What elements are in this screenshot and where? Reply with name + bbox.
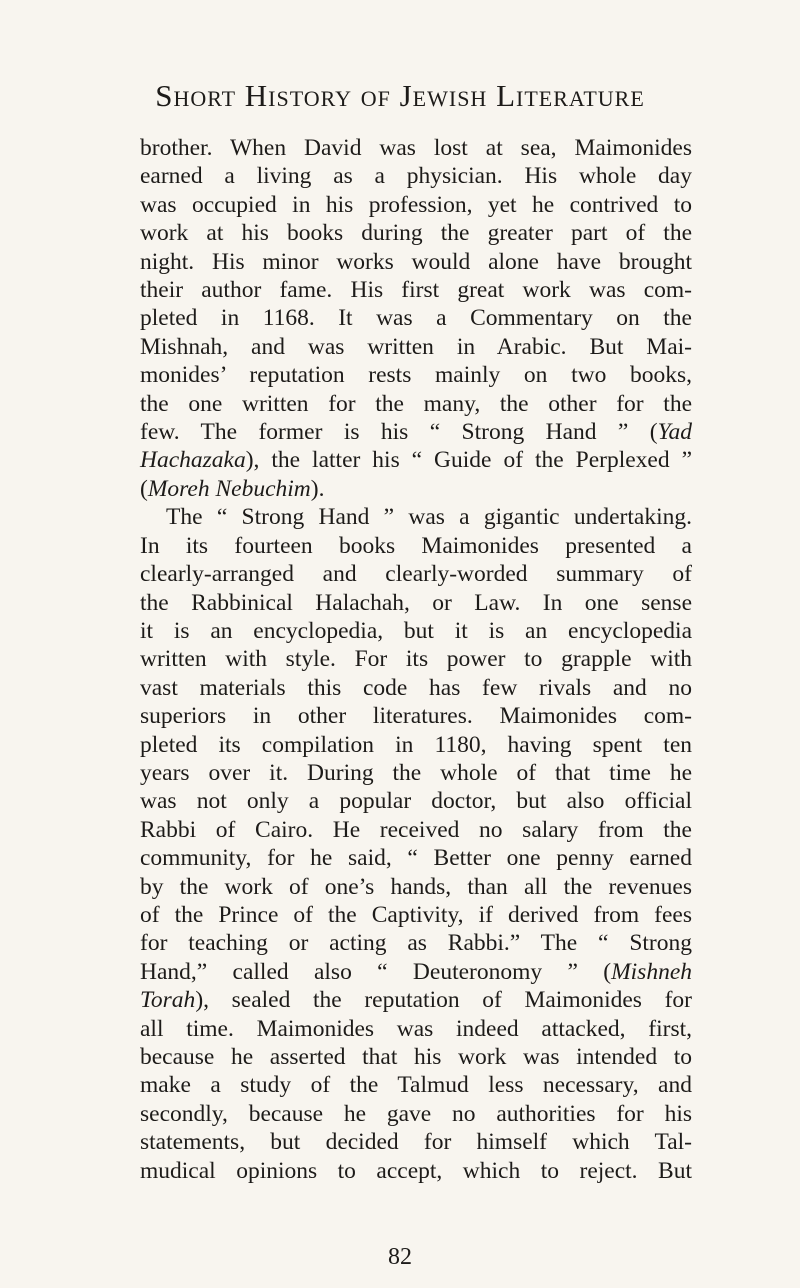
text-line: work at his books during the greater part of the	[140, 220, 692, 247]
italic-title: Yad	[657, 419, 692, 446]
text-line: for teaching or acting as Rabbi.” The “ Strong	[140, 930, 692, 957]
text-line: of the Prince of the Captivity, if derived from fees	[140, 901, 692, 928]
text-line: secondly, because he gave no authorities for his	[140, 1100, 692, 1127]
text-line: written with style. For its power to grapple with	[140, 646, 692, 673]
text-line: pleted in 1168. It was a Commentary on the	[140, 305, 692, 332]
italic-title: Hachazaka	[140, 447, 246, 474]
text-line: by the work of one’s hands, than all the revenues	[140, 873, 692, 900]
running-title: Short History of Jewish Literature	[155, 78, 645, 113]
text-line: (Moreh Nebuchim).	[140, 475, 325, 502]
text-line: the one written for the many, the other for the	[140, 390, 692, 417]
text-line: pleted its compilation in 1180, having spent ten	[140, 731, 692, 758]
text-line: monides’ reputation rests mainly on two books,	[140, 362, 692, 389]
text-line: years over it. During the whole of that time he	[140, 759, 692, 786]
body-text	[140, 134, 692, 1185]
text-line: vast materials this code has few rivals and no	[140, 674, 692, 701]
text-line: their author fame. His first great work was com-	[140, 277, 692, 304]
page-number: 82	[388, 1244, 412, 1270]
text-line: make a study of the Talmud less necessary, and	[140, 1072, 692, 1099]
text-line: was not only a popular doctor, but also official	[140, 788, 692, 815]
text-line: earned a living as a physician. His whole day	[140, 163, 692, 190]
text-line: community, for he said, “ Better one penny earned	[140, 845, 692, 872]
text-line: it is an encyclopedia, but it is an encyclopedia	[140, 617, 692, 644]
text-line: brother. When David was lost at sea, Maimonides	[140, 135, 692, 161]
text-line: because he asserted that his work was intended to	[140, 1044, 692, 1070]
text-line: The “ Strong Hand ” was a gigantic undertaking.	[166, 504, 692, 531]
text-line: night. His minor works would alone have brought	[140, 248, 692, 275]
text-line: Hand,” called also “ Deuteronomy ” (Mishneh	[140, 958, 692, 985]
text-line: few. The former is his “ Strong Hand ” (Yad	[140, 419, 692, 446]
text-line: Torah), sealed the reputation of Maimonides for	[140, 987, 692, 1014]
italic-title: Mishneh	[611, 958, 692, 985]
text-line: statements, but decided for himself which Tal-	[140, 1129, 692, 1156]
text-line: Rabbi of Cairo. He received no salary from the	[140, 816, 692, 843]
text-line: mudical opinions to accept, which to reject. But	[140, 1157, 692, 1184]
italic-title: Torah	[140, 987, 196, 1014]
italic-title: Moreh Nebuchim	[147, 475, 311, 502]
text-line: was occupied in his profession, yet he contrived to	[140, 191, 692, 218]
text-line: all time. Maimonides was indeed attacked, first,	[140, 1015, 692, 1042]
text-line: the Rabbinical Halachah, or Law. In one sense	[140, 589, 692, 616]
text-line: In its fourteen books Maimonides presented a	[140, 532, 692, 559]
text-line: Mishnah, and was written in Arabic. But Mai-	[140, 333, 692, 360]
text-line: clearly-arranged and clearly-worded summary of	[140, 561, 692, 588]
text-line: superiors in other literatures. Maimonides com-	[140, 703, 692, 730]
text-line: Hachazaka), the latter his “ Guide of the Perplexed ”	[140, 447, 692, 474]
